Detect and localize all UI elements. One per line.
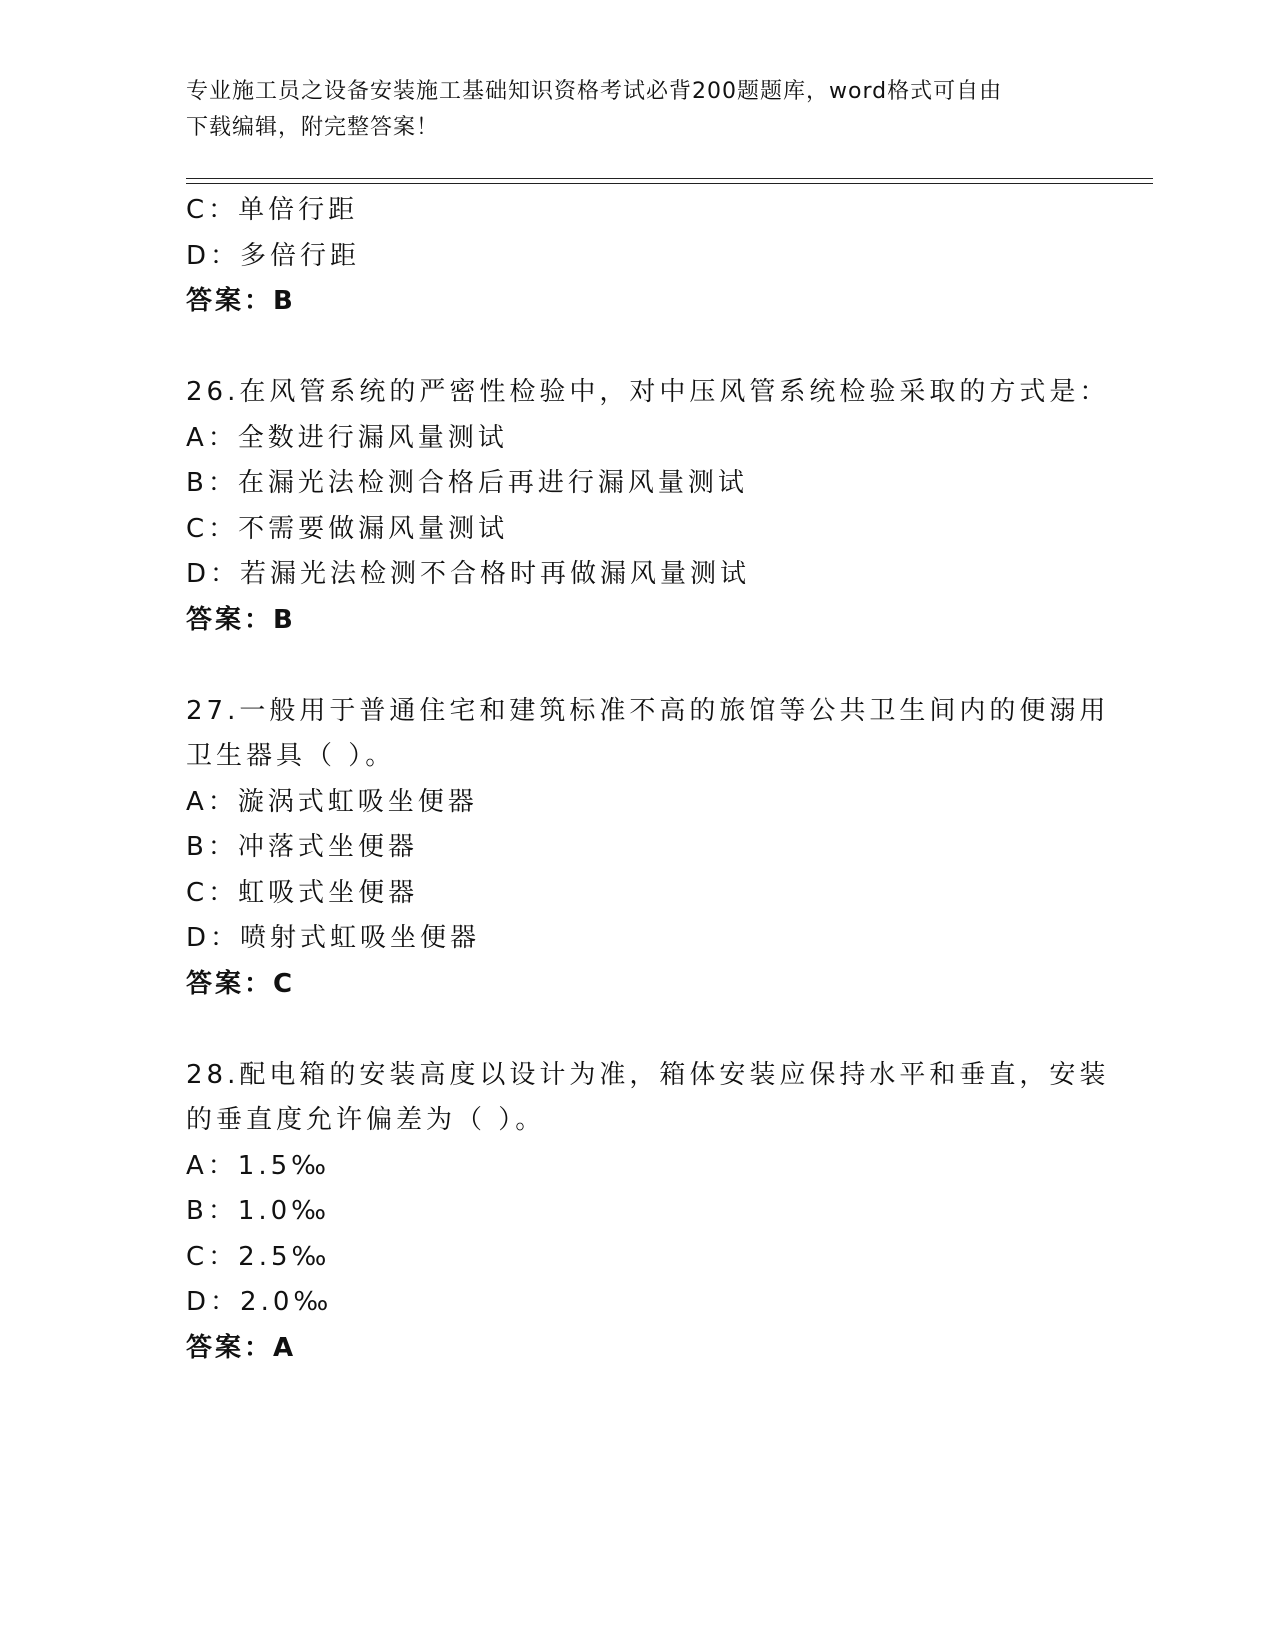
question-26 [186,370,1110,643]
question-25-continued [186,188,1086,325]
option-c: C：单倍行距 [186,195,359,225]
option-b: B：1.0‰ [186,1196,331,1226]
header-line-1: 专业施工员之设备安装施工基础知识资格考试必背200题题库，word格式可自由 [186,79,1003,104]
option-d: D：2.0‰ [186,1287,333,1317]
header-divider-top [186,178,1153,179]
option-d: D：若漏光法检测不合格时再做漏风量测试 [186,559,751,589]
answer-label: 答案：B [186,286,296,316]
header-line-2: 下载编辑，附完整答案！ [186,115,440,140]
header-divider-bottom [186,183,1153,184]
question-text-line-1: 28.配电箱的安装高度以设计为准，箱体安装应保持水平和垂直，安装 [186,1059,1110,1090]
option-c: C：虹吸式坐便器 [186,877,419,908]
answer-label: 答案：C [186,968,296,999]
question-text-line-2: 的垂直度允许偏差为（ ）。 [186,1105,546,1135]
option-c: C：不需要做漏风量测试 [186,513,509,544]
spacer [186,643,1086,689]
option-c: C：2.5‰ [186,1241,331,1272]
question-27 [186,689,1110,1008]
question-text: 26.在风管系统的严密性检验中，对中压风管系统检验采取的方式是： [186,377,1110,407]
answer-label: 答案：B [186,604,296,635]
question-text-line-1: 27.一般用于普通住宅和建筑标准不高的旅馆等公共卫生间内的便溺用 [186,695,1110,726]
option-d: D：多倍行距 [186,240,361,271]
question-28 [186,1053,1110,1372]
spacer [186,325,1086,371]
option-a: A：全数进行漏风量测试 [186,422,508,453]
option-b: B：在漏光法检测合格后再进行漏风量测试 [186,468,748,498]
document-header [186,74,1066,146]
option-d: D：喷射式虹吸坐便器 [186,923,481,953]
option-a: A：漩涡式虹吸坐便器 [186,786,478,817]
option-b: B：冲落式坐便器 [186,832,418,862]
spacer [186,1007,1086,1053]
question-list [186,188,1110,1371]
option-a: A：1.5‰ [186,1150,331,1181]
answer-label: 答案：A [186,1332,297,1363]
question-text-line-2: 卫生器具（ ）。 [186,741,396,771]
